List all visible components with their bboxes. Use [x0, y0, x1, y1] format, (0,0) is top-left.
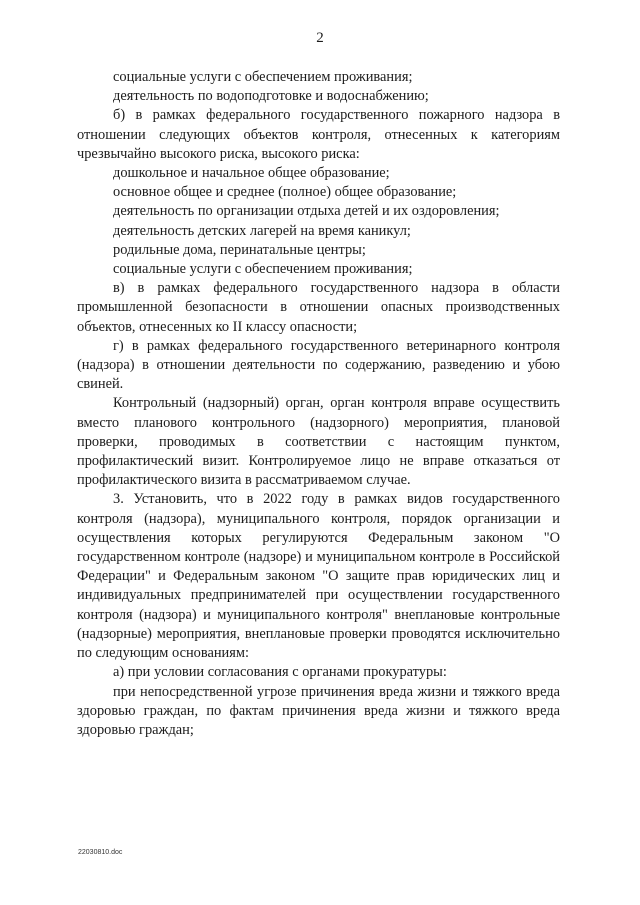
document-file-code: 22030810.doc — [78, 849, 123, 856]
paragraph-veterinary-control: г) в рамках федерального государственного ветеринарного контроля (надзора) в отношении деятельности по содержанию, разведению и убою свиней. — [77, 337, 560, 393]
paragraph-children-recreation: деятельность по организации отдыха детей и их оздоровления; — [113, 203, 500, 220]
paragraph-fire-supervision: б) в рамках федерального государственного пожарного надзора в отношении следующих объектов контроля, отнесенных к категориям чрезвычайно высокого риска, высокого риска: — [77, 107, 560, 162]
paragraph-clause-3: 3. Установить, что в 2022 году в рамках видов государственного контроля (надзора), муниципального контроля, порядок организации и осуществления которых регулируются Федеральным законом "О государственном контроле (надзоре) и муниципальном контроле в Российской Федерации" и Федеральным законом "О защите прав юридических лиц и индивидуальных предпринимателей при осуществлении государственного контроля (надзора) и муниципального контроля" внеплановые контрольные (надзорные) мероприятия, внеплановые проверки проводятся исключительно по следующим основаниям: — [77, 491, 560, 662]
paragraph-preventive-visit: Контрольный (надзорный) орган, орган контроля вправе осуществить вместо планового контрольного (надзорного) мероприятия, плановой проверки, проводимых в соответствии с настоящим пунктом, профилактический визит. Контролируемое лицо не вправе отказаться от профилактического визита в рассматриваемом случае. — [77, 395, 560, 489]
paragraph-industrial-safety: в) в рамках федерального государственного надзора в области промышленной безопасности в отношении опасных производственных объектов, отнесенных ко II классу опасности; — [77, 280, 560, 335]
page-number: 2 — [316, 30, 324, 46]
document-body — [77, 68, 560, 740]
paragraph-general-education: основное общее и среднее (полное) общее образование; — [113, 184, 457, 201]
paragraph-maternity-hospitals: родильные дома, перинатальные центры; — [113, 241, 366, 258]
paragraph-immediate-threat: при непосредственной угрозе причинения вреда жизни и тяжкого вреда здоровью граждан, по фактам причинения вреда жизни и тяжкого вреда здоровью граждан; — [77, 683, 560, 738]
paragraph-water-supply: деятельность по водоподготовке и водоснабжению; — [113, 88, 429, 105]
paragraph-social-services-1: социальные услуги с обеспечением проживания; — [113, 69, 413, 85]
paragraph-children-camps: деятельность детских лагерей на время каникул; — [113, 222, 411, 239]
paragraph-social-services-2: социальные услуги с обеспечением проживания; — [113, 261, 413, 278]
paragraph-prosecutor-approval: а) при условии согласования с органами прокуратуры: — [113, 664, 447, 681]
paragraph-preschool-education: дошкольное и начальное общее образование; — [113, 165, 390, 182]
